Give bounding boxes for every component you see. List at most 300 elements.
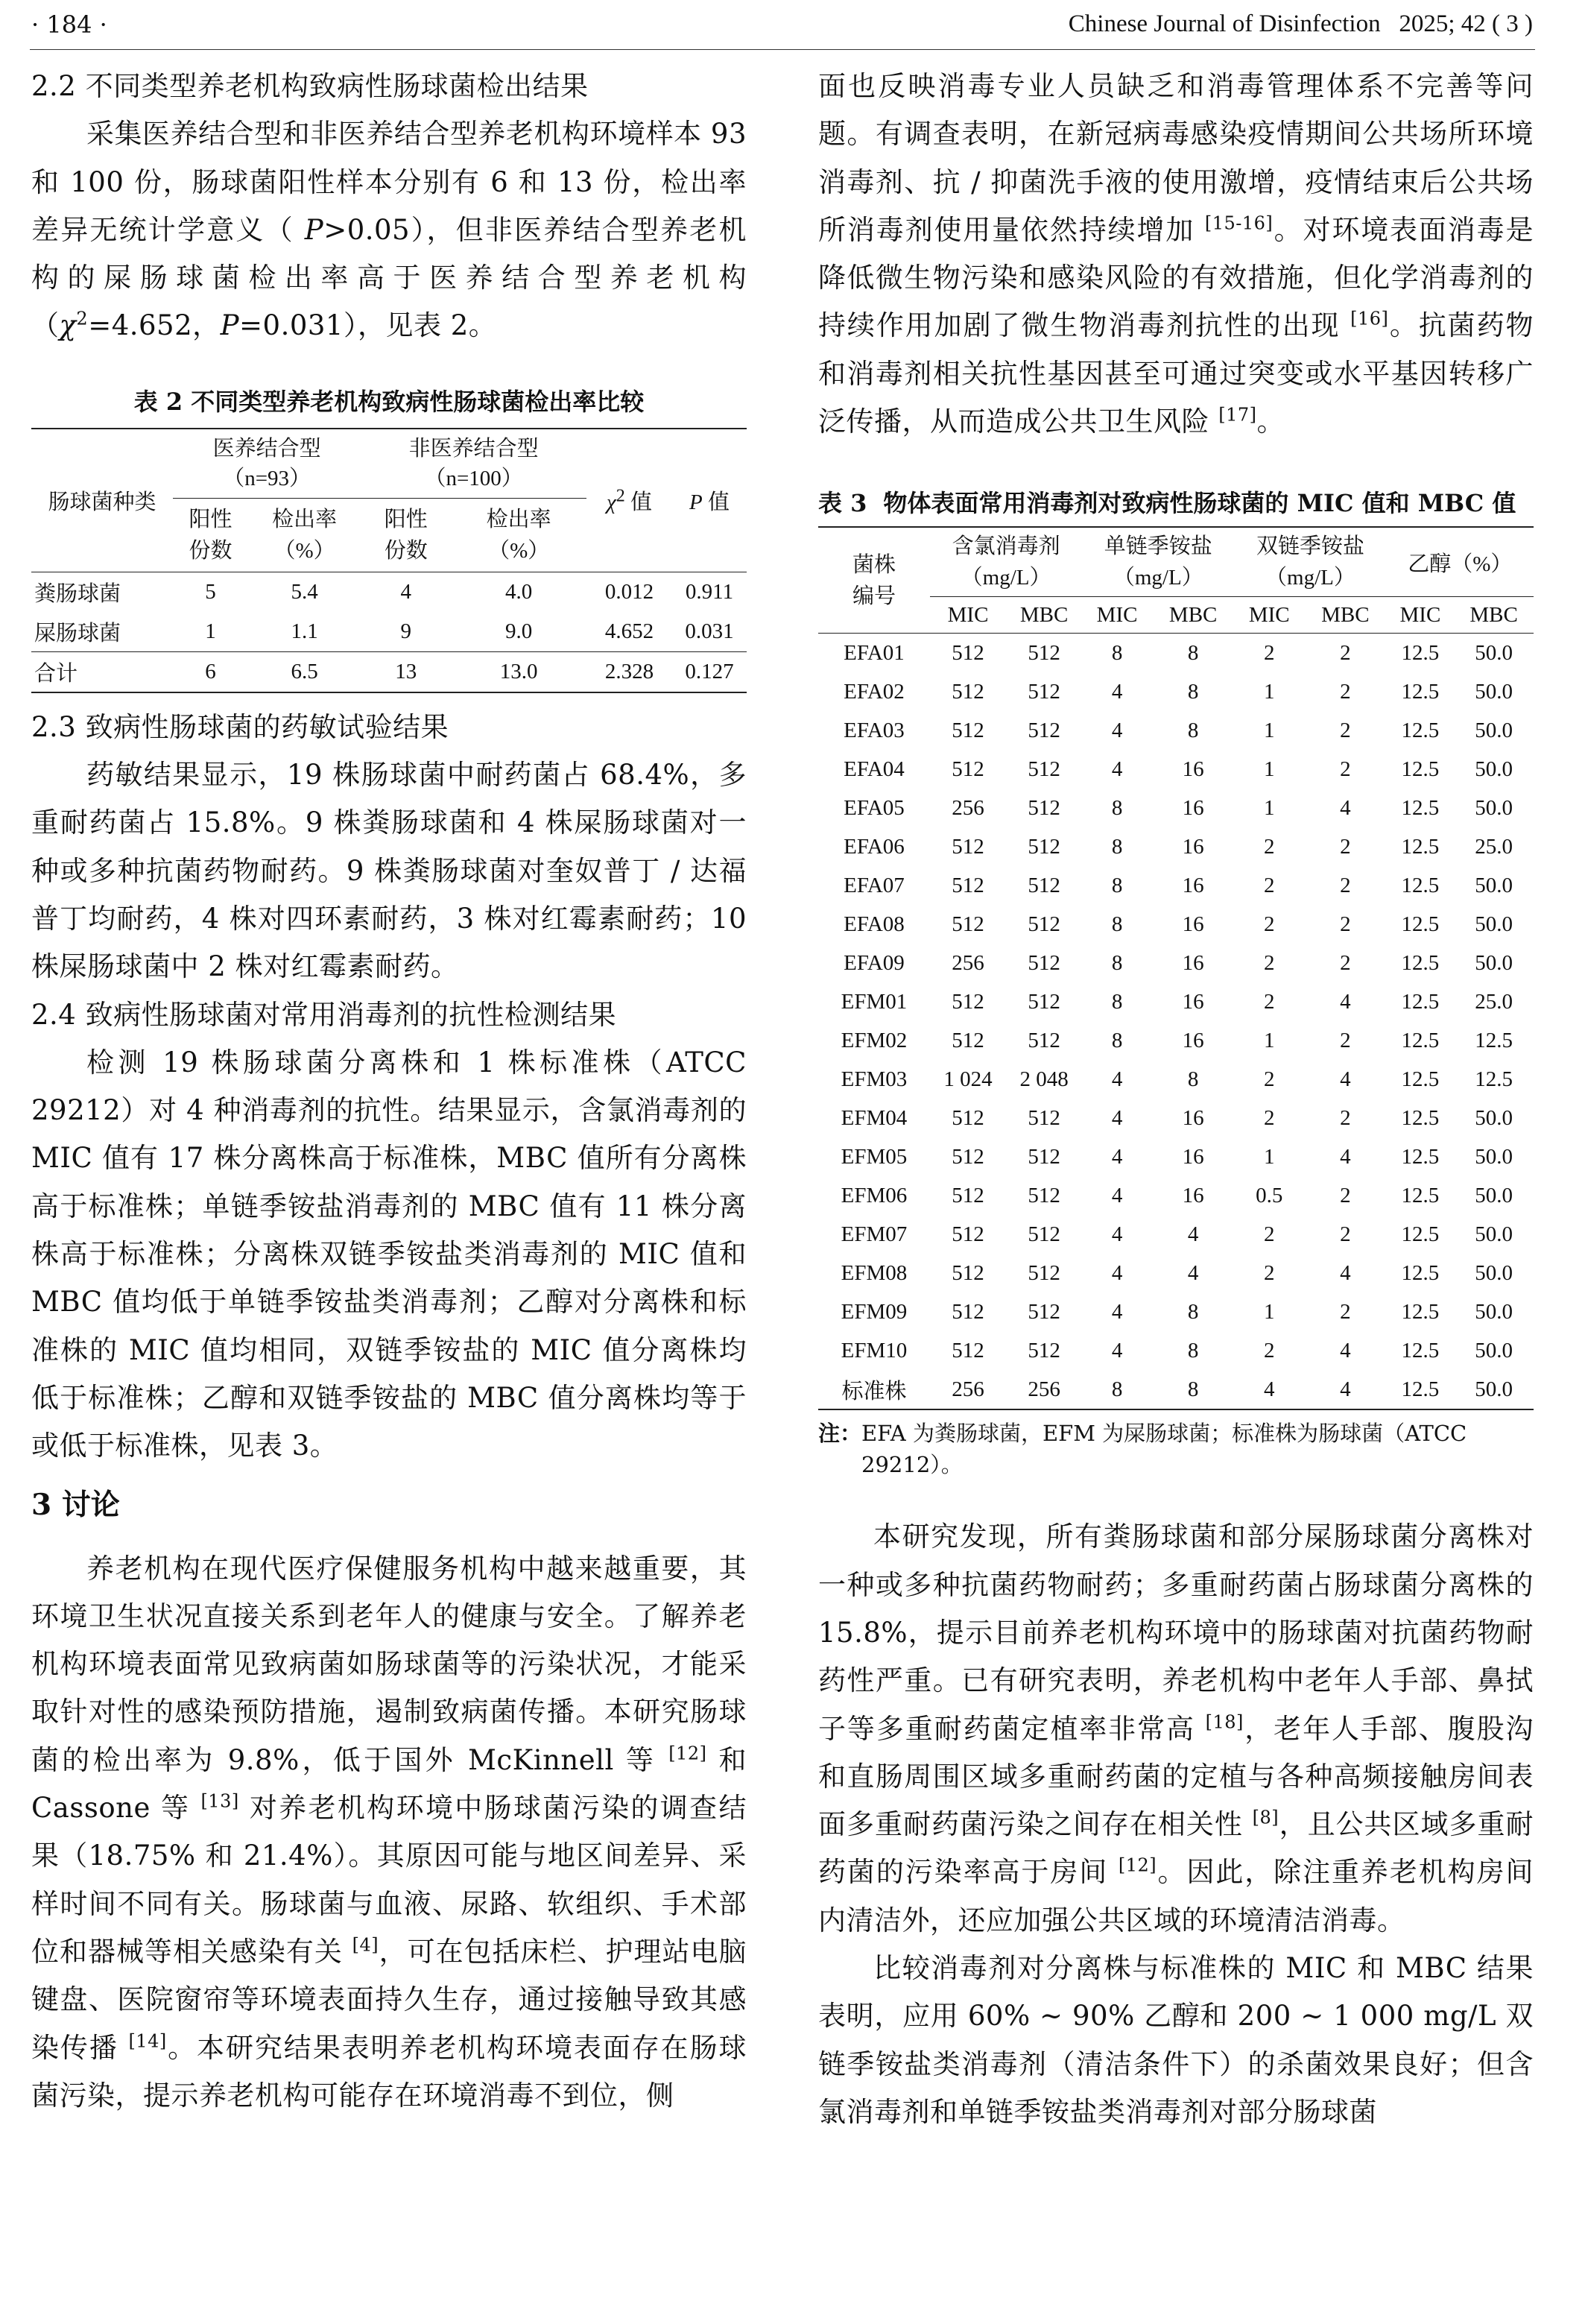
table-row — [818, 982, 1534, 1021]
table-cell: 512 — [1028, 1183, 1060, 1207]
text-run: ，老年人手部、腹股沟和直肠周围区域多重耐药菌的定植与各种高频接触房间表面多重耐药菌污染之间存在相关性 — [818, 1712, 1534, 1841]
table-cell: 50.0 — [1475, 873, 1513, 897]
table-cell: 12.5 — [1401, 1299, 1440, 1324]
table-cell: 12.5 — [1401, 679, 1440, 704]
section-2-2-heading: 2.2 不同类型养老机构致病性肠球菌检出结果 — [31, 70, 589, 102]
journal-header: Chinese Journal of Disinfection 2025; 42 ( 3 ) — [1068, 10, 1533, 37]
right-paragraph-3: 比较消毒剂对分离株与标准株的 MIC 和 MBC 结果表明，应用 60% ~ 90% 乙醇和 200 ~ 1 000 mg/L 双链季铵盐类消毒剂（清洁条件下）的杀菌效果良好；但含氯消毒剂和单链季铵盐类消毒剂对部分肠球菌 — [818, 1952, 1534, 2128]
right-paragraph-1 — [818, 63, 1534, 446]
header-group1 — [173, 429, 361, 499]
table-cell: 9.0 — [505, 619, 533, 643]
table-cell: 256 — [1028, 1377, 1060, 1401]
table-cell: 12.5 — [1401, 834, 1440, 859]
table-cell: 4 — [1111, 1260, 1123, 1285]
table-cell: 12.5 — [1401, 1105, 1440, 1130]
table-cell: 8 — [1111, 950, 1123, 975]
table-cell: 512 — [952, 640, 984, 665]
table-cell: 0.012 — [604, 579, 654, 604]
table-cell: 16 — [1182, 873, 1204, 897]
table-cell: 12.5 — [1401, 757, 1440, 781]
mbc-header: MBC — [1469, 602, 1518, 627]
table-cell: 4 — [1111, 1299, 1123, 1324]
table-cell: 12.5 — [1401, 1028, 1440, 1052]
table-cell: 12.5 — [1401, 718, 1440, 742]
page-number: · 184 · — [31, 10, 107, 39]
table-cell: 16 — [1182, 757, 1204, 781]
table-cell: 256 — [952, 950, 984, 975]
header-double-quat: 双链季铵盐 （mg/L） — [1234, 527, 1386, 597]
table-cell: 4 — [1187, 1222, 1199, 1246]
table-cell: 512 — [952, 1299, 984, 1324]
table-cell: 16 — [1182, 1028, 1204, 1052]
table-cell: 512 — [1028, 950, 1060, 975]
strain-id: EFM09 — [841, 1299, 908, 1324]
text-run: =0.031），见表 2。 — [239, 309, 497, 342]
table-cell: 2 — [1340, 640, 1351, 665]
table-cell: 1 — [1264, 795, 1275, 820]
table-cell: 2.328 — [604, 659, 654, 683]
table-cell: 4 — [1111, 679, 1123, 704]
table-row — [818, 827, 1534, 866]
citation: [4] — [352, 1934, 379, 1956]
table-row — [818, 711, 1534, 750]
p-rest: 值 — [702, 490, 730, 514]
table-cell: 8 — [1111, 873, 1123, 897]
strain-id: EFM06 — [841, 1183, 908, 1207]
section-2-2-paragraph — [31, 110, 747, 350]
mic-header: MIC — [1248, 602, 1290, 627]
strain-id: EFA07 — [844, 873, 905, 897]
citation: [17] — [1218, 404, 1257, 426]
table-cell: 512 — [952, 1183, 984, 1207]
table-cell: 512 — [1028, 989, 1060, 1014]
table-cell: 4 — [400, 579, 412, 604]
strain-id: 标准株 — [841, 1379, 907, 1403]
table-cell: 512 — [952, 757, 984, 781]
strain-id: EFM02 — [841, 1028, 908, 1052]
table-cell: 256 — [952, 795, 984, 820]
table-cell: 50.0 — [1475, 718, 1513, 742]
group1-n: （n=93） — [223, 466, 311, 490]
table-row — [818, 944, 1534, 982]
table-cell: 12.5 — [1401, 873, 1440, 897]
table-cell: 512 — [952, 834, 984, 859]
table-cell: 8 — [1111, 795, 1123, 820]
table-cell: 50.0 — [1475, 1105, 1513, 1130]
row-label: 合计 — [34, 661, 78, 686]
table-cell: 512 — [1028, 640, 1060, 665]
citation: [15-16] — [1204, 212, 1274, 234]
strain-id: EFA08 — [844, 912, 905, 936]
table-row — [818, 1060, 1534, 1099]
table-cell: 4 — [1264, 1377, 1275, 1401]
table-row — [818, 1370, 1534, 1409]
table-cell: 0.127 — [685, 659, 734, 683]
strain-id: EFA05 — [844, 795, 905, 820]
table-cell: 8 — [1111, 834, 1123, 859]
table-cell: 2 — [1340, 1299, 1351, 1324]
table-cell: 16 — [1182, 989, 1204, 1014]
table-3-note — [818, 1418, 1534, 1480]
strain-id: EFM08 — [841, 1260, 908, 1285]
table-cell: 8 — [1111, 1377, 1123, 1401]
table-cell: 512 — [952, 1338, 984, 1362]
header-ethanol: 乙醇（%） — [1387, 527, 1534, 597]
table-cell: 2 — [1340, 1183, 1351, 1207]
table-cell: 5.4 — [291, 579, 318, 604]
table-cell: 2 — [1340, 679, 1351, 704]
citation: [13] — [200, 1790, 239, 1812]
text-run: 。抗菌药物和消毒剂相关抗性基因甚至可通过突变或水平基因转移广泛传播，从而造成公共卫生风险 — [818, 309, 1534, 438]
table-row — [818, 1099, 1534, 1137]
table-cell: 50.0 — [1475, 1377, 1513, 1401]
table-cell: 12.5 — [1475, 1028, 1513, 1052]
table-cell: 512 — [1028, 1338, 1060, 1362]
table-cell: 512 — [1028, 757, 1060, 781]
table-cell: 4 — [1111, 757, 1123, 781]
table-cell: 512 — [1028, 718, 1060, 742]
table-3-title — [818, 487, 1534, 519]
table-cell: 4 — [1340, 1260, 1351, 1285]
table-cell: 4 — [1111, 1067, 1123, 1091]
table-cell: 512 — [1028, 1299, 1060, 1324]
table-3-label: 表 3 — [818, 489, 867, 518]
citation: [14] — [128, 2030, 167, 2052]
table-row — [818, 1176, 1534, 1215]
right-paragraph-2 — [818, 1513, 1534, 1945]
table-cell: 2 — [1340, 1028, 1351, 1052]
table-cell: 2 — [1340, 1222, 1351, 1246]
table-cell: 4 — [1111, 1144, 1123, 1169]
p-symbol: P — [304, 213, 324, 246]
table-cell: 50.0 — [1475, 1183, 1513, 1207]
section-2-3-heading: 2.3 致病性肠球菌的药敏试验结果 — [31, 710, 449, 743]
table-cell: 512 — [952, 989, 984, 1014]
strain-id: EFA03 — [844, 718, 905, 742]
text-run: 对养老机构环境中肠球菌污染的调查结果（18.75% 和 21.4%）。其原因可能与地区间差异、采样时间不同有关。肠球菌与血液、尿路、软组织、手术部位和器械等相关感染有关 — [31, 1792, 747, 1968]
strain-id: EFA09 — [844, 950, 905, 975]
table-cell: 12.5 — [1401, 1144, 1440, 1169]
table-cell: 8 — [1187, 718, 1199, 742]
table-cell: 2 — [1264, 1222, 1275, 1246]
text-run: 和 Cassone 等 — [31, 1743, 747, 1825]
group1-name: 医养结合型 — [212, 436, 321, 461]
text-run: ，且公共区域多重耐药菌的污染率高于房间 — [818, 1808, 1534, 1889]
table-cell: 4.0 — [505, 579, 533, 604]
table-cell: 16 — [1182, 795, 1204, 820]
table-cell: 2 — [1264, 1338, 1275, 1362]
table-cell: 2 — [1340, 950, 1351, 975]
table-cell: 2 — [1340, 757, 1351, 781]
citation: [12] — [1118, 1855, 1157, 1877]
group2-n: （n=100） — [424, 466, 523, 490]
table-row — [818, 750, 1534, 789]
text-run: 本研究发现，所有粪肠球菌和部分屎肠球菌分离株对一种或多种抗菌药物耐药；多重耐药菌占肠球菌分离株的 15.8%，提示目前养老机构环境中的肠球菌对抗菌药物耐药性严重。已有研究表明，养老机构中老年人手部、鼻拭子等多重耐药菌定植率非常高 — [818, 1521, 1534, 1745]
table-cell: 4 — [1340, 795, 1351, 820]
strain-id: EFA02 — [844, 679, 905, 704]
table-3 — [818, 526, 1534, 1410]
table-cell: 50.0 — [1475, 795, 1513, 820]
table-cell: 2 — [1340, 1105, 1351, 1130]
table-cell: 50.0 — [1475, 1222, 1513, 1246]
table-2-title: 表 2 不同类型养老机构致病性肠球菌检出率比较 — [133, 387, 645, 416]
left-column — [31, 63, 747, 2120]
table-cell: 1 — [1264, 757, 1275, 781]
strain-id: EFM10 — [841, 1338, 908, 1362]
table-cell: 4 — [1340, 1067, 1351, 1091]
table-cell: 1 — [1264, 1144, 1275, 1169]
table-row — [818, 1137, 1534, 1176]
table-row — [31, 651, 747, 692]
table-cell: 1.1 — [291, 619, 318, 643]
strain-id: EFM01 — [841, 989, 908, 1014]
table-cell: 12.5 — [1401, 950, 1440, 975]
header-p — [672, 429, 747, 572]
section-3-paragraph — [31, 1545, 747, 2121]
table-cell: 4 — [1340, 1338, 1351, 1362]
table-cell: 8 — [1187, 679, 1199, 704]
table-cell: 12.5 — [1401, 1183, 1440, 1207]
table-cell: 4.652 — [604, 619, 654, 643]
table-cell: 4 — [1111, 1338, 1123, 1362]
table-cell: 12.5 — [1401, 1260, 1440, 1285]
row-label: 粪肠球菌 — [34, 581, 121, 606]
table-cell: 50.0 — [1475, 1299, 1513, 1324]
table-cell: 2 — [1264, 989, 1275, 1014]
table-3-title-text: 物体表面常用消毒剂对致病性肠球菌的 MIC 值和 MBC 值 — [883, 489, 1516, 518]
p-label: P — [689, 490, 703, 514]
section-2-3-paragraph: 药敏结果显示，19 株肠球菌中耐药菌占 68.4%，多重耐药菌占 15.8%。9 株粪肠球菌和 4 株屎肠球菌对一种或多种抗菌药物耐药。9 株粪肠球菌对奎奴普丁 / 达福普丁均耐药，4 株对四环素耐药，3 株对红霉素耐药；10 株屎肠球菌中 2 株对红霉素耐药。 — [31, 759, 747, 983]
table-cell: 12.5 — [1401, 1222, 1440, 1246]
citation: [16] — [1350, 309, 1389, 330]
citation: [8] — [1252, 1807, 1279, 1828]
table-cell: 4 — [1111, 1183, 1123, 1207]
table-cell: 50.0 — [1475, 1144, 1513, 1169]
table-cell: 512 — [1028, 834, 1060, 859]
table-cell: 512 — [1028, 1222, 1060, 1246]
text-run: 采集医养结合型和非医养结合型养老机构环境样本 93 和 100 份，肠球菌阳性样本分别有 6 和 13 份，检出率差异无统计学意义（ — [31, 118, 747, 246]
table-cell: 1 — [1264, 1028, 1275, 1052]
chi-label: χ — [606, 490, 616, 514]
chi-symbol: χ — [59, 309, 77, 342]
strain-id: EFA01 — [844, 640, 905, 665]
table-cell: 2 — [1340, 834, 1351, 859]
table-cell: 1 024 — [943, 1067, 993, 1091]
table-cell: 12.5 — [1401, 1377, 1440, 1401]
table-cell: 12.5 — [1475, 1067, 1513, 1091]
table-cell: 2 048 — [1019, 1067, 1069, 1091]
table-cell: 8 — [1187, 1067, 1199, 1091]
header-chi — [586, 429, 672, 572]
table-row — [818, 866, 1534, 905]
table-cell: 0.031 — [685, 619, 734, 643]
table-cell: 12.5 — [1401, 795, 1440, 820]
p-symbol: P — [220, 309, 240, 342]
table-cell: 1 — [1264, 679, 1275, 704]
table-cell: 8 — [1187, 1299, 1199, 1324]
header-species: 肠球菌种类 — [48, 490, 156, 514]
table-cell: 2 — [1264, 1260, 1275, 1285]
table-cell: 512 — [952, 873, 984, 897]
table-cell: 2 — [1264, 640, 1275, 665]
table-cell: 0.5 — [1256, 1183, 1283, 1207]
text-run: =4.652， — [88, 309, 221, 342]
table-cell: 512 — [1028, 873, 1060, 897]
table-cell: 4 — [1111, 718, 1123, 742]
table-cell: 50.0 — [1475, 1338, 1513, 1362]
table-cell: 8 — [1111, 1028, 1123, 1052]
table-cell: 8 — [1111, 640, 1123, 665]
table-cell: 2 — [1264, 834, 1275, 859]
sub-pos-1: 阳性 份数 — [189, 507, 232, 563]
mbc-header: MBC — [1321, 602, 1370, 627]
chi-superscript: 2 — [76, 309, 89, 330]
table-cell: 4 — [1187, 1260, 1199, 1285]
table-cell: 512 — [952, 679, 984, 704]
table-cell: 16 — [1182, 912, 1204, 936]
table-row — [818, 634, 1534, 673]
text-run: 。对环境表面消毒是降低微生物污染和感染风险的有效措施，但化学消毒剂的持续作用加剧了微生物消毒剂抗性的出现 — [818, 213, 1534, 342]
mbc-header: MBC — [1168, 602, 1218, 627]
mbc-header: MBC — [1019, 602, 1069, 627]
table-cell: 512 — [1028, 1144, 1060, 1169]
table-cell: 13 — [395, 659, 417, 683]
right-column — [818, 63, 1534, 2136]
table-cell: 8 — [1187, 1338, 1199, 1362]
note-text: EFA 为粪肠球菌，EFM 为屎肠球菌；标准株为肠球菌（ATCC 29212）。 — [861, 1421, 1467, 1478]
table-cell: 8 — [1187, 1377, 1199, 1401]
table-cell: 4 — [1340, 1144, 1351, 1169]
table-cell: 256 — [952, 1377, 984, 1401]
header-chlorine: 含氯消毒剂 （mg/L） — [930, 527, 1082, 597]
table-cell: 2 — [1264, 950, 1275, 975]
table-cell: 8 — [1111, 912, 1123, 936]
header-group2 — [361, 429, 586, 499]
table-row — [818, 672, 1534, 711]
table-2 — [31, 428, 747, 693]
table-cell: 6.5 — [291, 659, 318, 683]
table-cell: 4 — [1111, 1105, 1123, 1130]
table-cell: 16 — [1182, 1105, 1204, 1130]
text-run: 。 — [1256, 405, 1285, 438]
row-label: 屎肠球菌 — [34, 621, 121, 645]
table-cell: 4 — [1111, 1222, 1123, 1246]
table-cell: 512 — [952, 912, 984, 936]
table-row — [818, 1331, 1534, 1370]
table-cell: 8 — [1111, 989, 1123, 1014]
table-cell: 512 — [952, 718, 984, 742]
table-cell: 50.0 — [1475, 912, 1513, 936]
table-cell: 512 — [952, 1260, 984, 1285]
strain-id: EFA04 — [844, 757, 905, 781]
text-run: 。因此，除注重养老机构房间内清洁外，还应加强公共区域的环境清洁消毒。 — [818, 1856, 1534, 1936]
mic-header: MIC — [1399, 602, 1441, 627]
table-cell: 12.5 — [1401, 989, 1440, 1014]
table-cell: 16 — [1182, 1183, 1204, 1207]
table-cell: 512 — [1028, 679, 1060, 704]
strain-id: EFM04 — [841, 1105, 908, 1130]
table-cell: 512 — [952, 1028, 984, 1052]
table-cell: 4 — [1340, 989, 1351, 1014]
table-cell: 1 — [1264, 1299, 1275, 1324]
table-row — [818, 1292, 1534, 1331]
table-cell: 12.5 — [1401, 912, 1440, 936]
table-cell: 12.5 — [1401, 1067, 1440, 1091]
table-row — [818, 1021, 1534, 1060]
strain-id: EFM03 — [841, 1067, 908, 1091]
table-cell: 25.0 — [1475, 989, 1513, 1014]
table-cell: 50.0 — [1475, 950, 1513, 975]
table-cell: 512 — [952, 1105, 984, 1130]
table-row — [818, 789, 1534, 827]
table-cell: 512 — [1028, 912, 1060, 936]
text-run: ，可在包括床栏、护理站电脑键盘、医院窗帘等环境表面持久生存，通过接触导致其感染传播 — [31, 1935, 747, 2064]
text-run: 面也反映消毒专业人员缺乏和消毒管理体系不完善等问题。有调查表明，在新冠病毒感染疫情期间公共场所环境消毒剂、抗 / 抑菌洗手液的使用激增，疫情结束后公共场所消毒剂使用量依然持续增加 — [818, 70, 1534, 246]
table-cell: 12.5 — [1401, 1338, 1440, 1362]
text-run: 。本研究结果表明养老机构环境表面存在肠球菌污染，提示养老机构可能存在环境消毒不到位，侧 — [31, 2031, 747, 2112]
strain-id: EFM05 — [841, 1144, 908, 1169]
section-3-heading: 3 讨论 — [31, 1487, 120, 1522]
table-cell: 1 — [205, 619, 216, 643]
sub-pos-2: 阳性 份数 — [384, 507, 428, 563]
strain-id: EFA06 — [844, 834, 905, 859]
chi-sup: 2 — [616, 486, 625, 506]
table-cell: 1 — [1264, 718, 1275, 742]
table-cell: 512 — [1028, 795, 1060, 820]
table-cell: 512 — [1028, 1028, 1060, 1052]
table-cell: 512 — [1028, 1260, 1060, 1285]
table-cell: 16 — [1182, 950, 1204, 975]
table-cell: 13.0 — [499, 659, 538, 683]
section-2-4-heading: 2.4 致病性肠球菌对常用消毒剂的抗性检测结果 — [31, 998, 617, 1031]
mic-header: MIC — [1096, 602, 1138, 627]
table-row — [818, 1215, 1534, 1254]
note-label: 注： — [818, 1421, 862, 1447]
table-cell: 4 — [1340, 1377, 1351, 1401]
table-cell: 2 — [1340, 912, 1351, 936]
table-row — [31, 572, 747, 612]
header-rule — [30, 49, 1535, 50]
group2-name: 非医养结合型 — [408, 436, 539, 461]
table-cell: 50.0 — [1475, 757, 1513, 781]
table-cell: 512 — [1028, 1105, 1060, 1130]
text-run: >0.05），但非医养结合型养老机构的屎肠球菌检出率高于医养结合型养老机构（ — [31, 213, 747, 342]
table-cell: 25.0 — [1475, 834, 1513, 859]
text-run: 养老机构在现代医疗保健服务机构中越来越重要，其环境卫生状况直接关系到老年人的健康与安全。了解养老机构环境表面常见致病菌如肠球菌等的污染状况，才能采取针对性的感染预防措施，遏制致病菌传播。本研究肠球菌的检出率为 9.8%，低于国外 McKinnell 等 — [31, 1552, 747, 1776]
table-cell: 2 — [1264, 1105, 1275, 1130]
citation: [12] — [668, 1743, 707, 1764]
mic-header: MIC — [947, 602, 989, 627]
table-cell: 2 — [1264, 912, 1275, 936]
table-3-body — [818, 634, 1534, 1410]
table-cell: 512 — [952, 1222, 984, 1246]
citation: [18] — [1205, 1711, 1244, 1733]
table-cell: 2 — [1264, 1067, 1275, 1091]
strain-id: EFM07 — [841, 1222, 908, 1246]
table-cell: 512 — [952, 1144, 984, 1169]
sub-rate-2: 检出率 （%） — [486, 507, 551, 563]
table-row — [31, 612, 747, 652]
table-cell: 12.5 — [1401, 640, 1440, 665]
table-cell: 50.0 — [1475, 640, 1513, 665]
table-cell: 8 — [1187, 640, 1199, 665]
sub-rate-1: 检出率 （%） — [272, 507, 338, 563]
table-cell: 16 — [1182, 1144, 1204, 1169]
table-cell: 6 — [205, 659, 216, 683]
section-2-4-paragraph: 检测 19 株肠球菌分离株和 1 株标准株（ATCC 29212）对 4 种消毒剂的抗性。结果显示，含氯消毒剂的 MIC 值有 17 株分离株高于标准株，MBC 值所有分离株高于标准株；单链季铵盐消毒剂的 MBC 值有 11 株分离株高于标准株；分离株双链季铵盐类消毒剂的 MIC 值和 MBC 值均低于单链季铵盐类消毒剂；乙醇对分离株和标准株的 MIC 值均相同，双链季铵盐的 MIC 值分离株均低于标准株；乙醇和双链季铵盐的 MBC 值分离株均等于或低于标准株，见表 3。 — [31, 1046, 747, 1462]
table-cell: 2 — [1340, 718, 1351, 742]
chi-rest: 值 — [624, 490, 653, 514]
